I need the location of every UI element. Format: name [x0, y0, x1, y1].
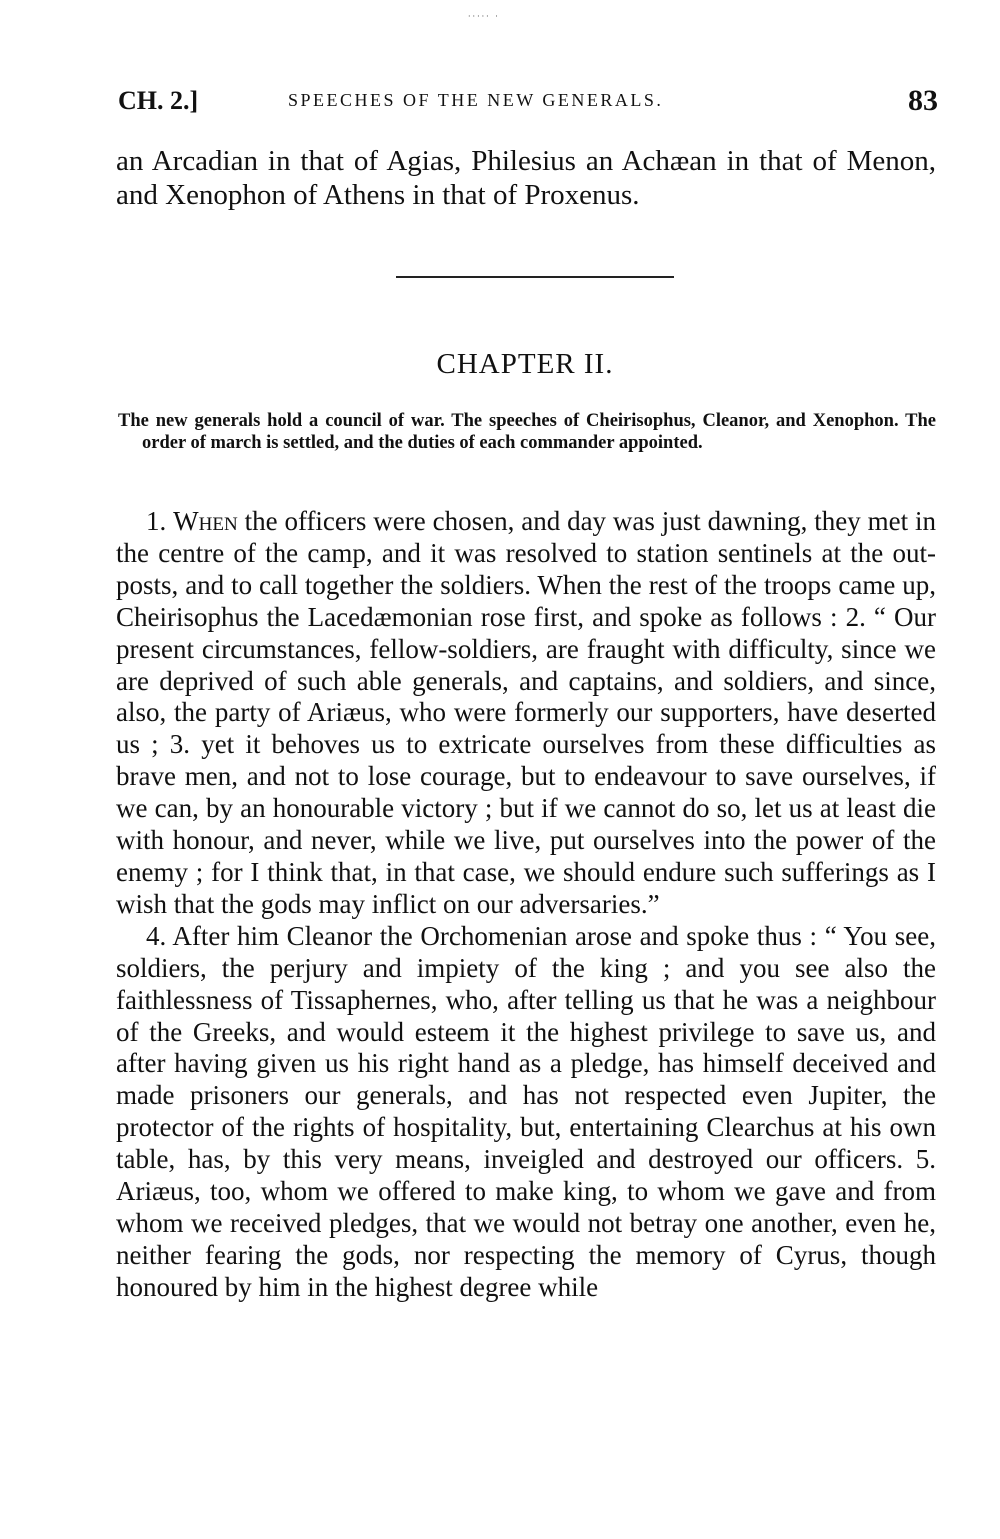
carryover-paragraph [116, 144, 936, 212]
carryover-text: an Arcadian in that of Agias, Philesius an Achæan in that of Menon, and Xenophon of Athens in that of Proxenus. [116, 145, 936, 211]
section-1-text: the officers were chosen, and day was just dawning, they met in the centre of the camp, and it was resolved to station sentinels at the out-posts, and to call together the soldiers. When the rest of the troops came up, Cheirisophus the Lacedæmonian rose first, and spoke as follows : 2. “ Our present circumstances, fellow-soldiers, are fraught with difficulty, since we are deprived of such able generals, and captains, and soldiers, and since, also, the party of Ariæus, who were formerly our supporters, have deserted us ; 3. yet it behoves us to extricate ourselves from these difficulties as brave men, and not to lose courage, but to endeavour to save ourselves, if we can, by an honourable victory ; but if we cannot do so, let us at least die with honour, and never, while we live, put ourselves into the power of the enemy ; for I think that, in that case, we should endure such sufferings as I wish that the gods may inflict on our adversaries.” [116, 506, 937, 919]
running-head-title: SPEECHES OF THE NEW GENERALS. [288, 90, 664, 110]
page-number: 83 [908, 84, 938, 117]
running-head [118, 86, 938, 126]
section-4-text: 4. After him Cleanor the Orchomenian arose and spoke thus : “ You see, soldiers, the perjury and impiety of the king ; and you see also the faithlessness of Tissaphernes, who, after telling us that he was a neighbour of the Greeks, and would esteem it the highest privilege to save us, and after having given us his right hand as a pledge, has himself deceived and made prisoners our generals, and has not respected even Jupiter, the protector of the rights of hospitality, but, entertaining Clearchus at his own table, has, by this very means, inveigled and destroyed our officers. 5. Ariæus, too, whom we offered to make king, to whom we gave and from whom we received pledges, that we would not betray one another, even he, neither fearing the gods, nor respecting the memory of Cyrus, though honoured by him in the highest degree while [116, 920, 936, 1302]
section-1-number: 1. [146, 506, 167, 536]
section-1-lead-word: When [173, 506, 238, 536]
main-text [116, 506, 936, 1304]
section-divider [396, 276, 674, 278]
argument-text: The new generals hold a council of war. The speeches of Cheirisophus, Cleanor, and Xenophon. The order of march is settled, and the duties of each commander appointed. [118, 411, 936, 453]
chapter-title: CHAPTER II. [436, 348, 614, 380]
chapter-argument [118, 410, 936, 454]
paragraph-section-4 [116, 921, 936, 1304]
running-head-chapter: CH. 2.] [118, 86, 199, 115]
paragraph-section-1 [116, 506, 936, 921]
print-speck: ····· · [468, 12, 500, 21]
